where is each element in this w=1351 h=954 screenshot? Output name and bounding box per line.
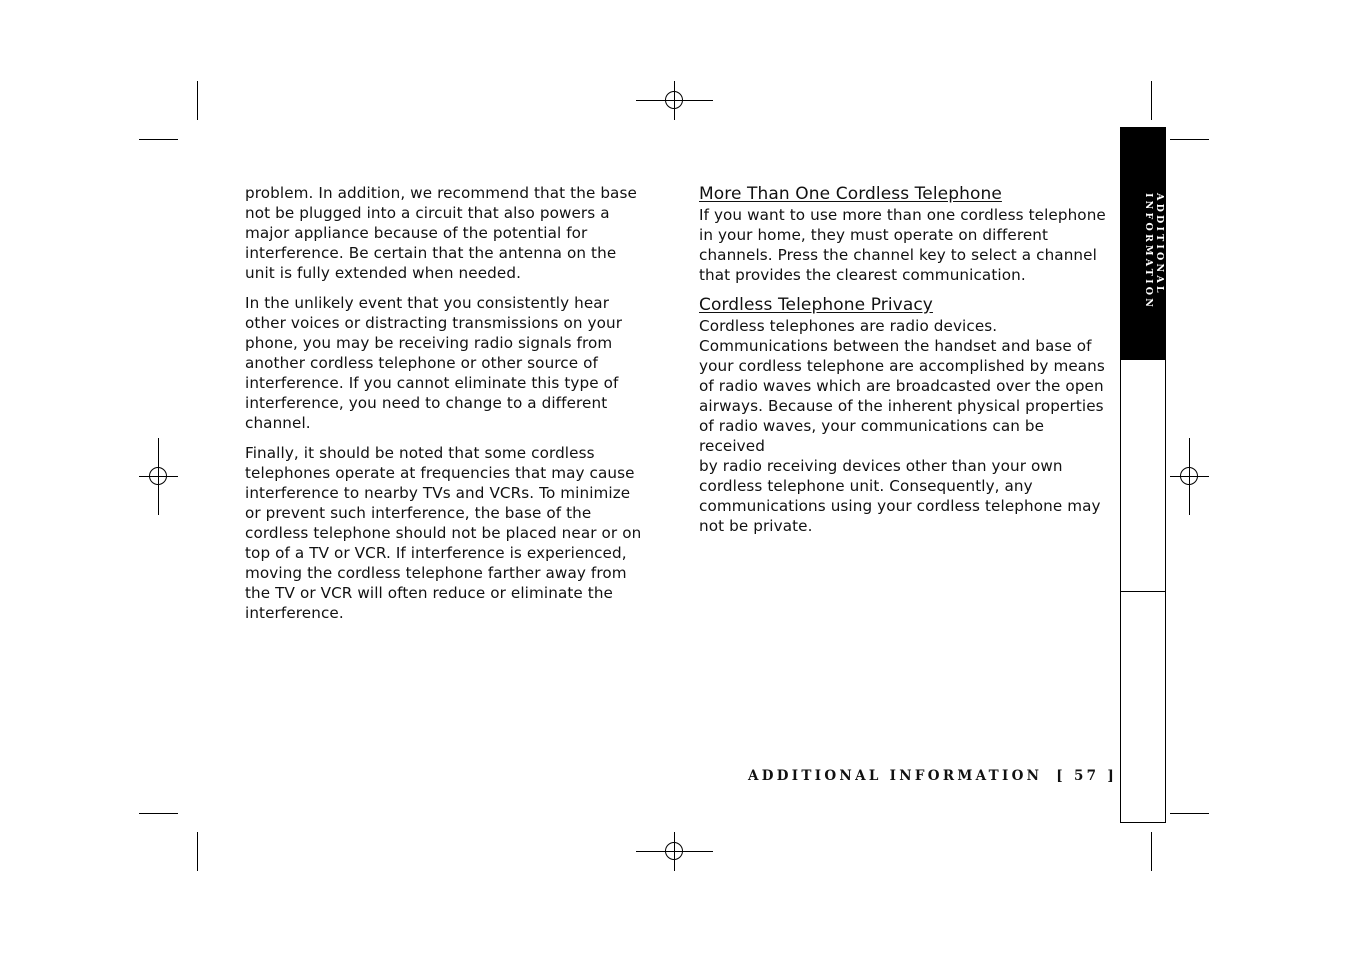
right-text-column <box>699 183 1114 545</box>
registration-circle-icon <box>1180 467 1198 485</box>
registration-circle-icon <box>665 842 683 860</box>
crop-mark <box>1151 832 1152 871</box>
page-footer <box>748 768 1117 784</box>
section-body: If you want to use more than one cordless telephone in your home, they must operate on different channels. Press the channel key to select a channel that provides the clearest communication. <box>699 206 1106 284</box>
body-paragraph: problem. In addition, we recommend that the base not be plugged into a circuit that also powers a major appliance because of the potential for interference. Be certain that the antenna on the unit is fully extended when needed. <box>245 184 637 282</box>
crop-mark <box>1151 81 1152 120</box>
left-text-column <box>245 183 665 633</box>
body-paragraph: Finally, it should be noted that some cordless telephones operate at frequencies that may cause interference to nearby TVs and VCRs. To minimize or prevent such interference, the base of the cordless telephone should not be placed near or on top of a TV or VCR. If interference is experienced, moving the cordless telephone farther away from the TV or VCR will often reduce or eliminate the interference. <box>245 444 642 622</box>
registration-circle-icon <box>665 91 683 109</box>
section-heading: More Than One Cordless Telephone <box>699 184 1002 204</box>
side-tab-label: ADDITIONAL INFORMATION <box>1143 193 1165 311</box>
registration-circle-icon <box>149 467 167 485</box>
crop-mark <box>139 813 178 814</box>
page-number: [ 57 ] <box>1056 768 1118 784</box>
body-paragraph: In the unlikely event that you consistently hear other voices or distracting transmissions on your phone, you may be receiving radio signals from another cordless telephone or other source of interference. If you cannot eliminate this type of interference, you need to change to a different channel. <box>245 294 623 432</box>
crop-mark <box>197 832 198 871</box>
crop-mark <box>1170 139 1209 140</box>
footer-section-title: ADDITIONAL INFORMATION <box>748 768 1043 784</box>
section-privacy <box>699 294 1114 536</box>
side-tab-divider <box>1120 591 1166 592</box>
crop-mark <box>1170 813 1209 814</box>
crop-mark <box>139 139 178 140</box>
section-body: Cordless telephones are radio devices. Communications between the handset and base of your cordless telephone are accomplished by means of radio waves which are broadcasted over the open airways. Because of the inherent physical properties of radio waves, your communications can be received by radio receiving devices other than your own cordless telephone unit. Consequently, any communications using your cordless telephone may not be private. <box>699 317 1105 535</box>
crop-mark <box>197 81 198 120</box>
section-heading: Cordless Telephone Privacy <box>699 295 933 315</box>
section-multiple-phones <box>699 183 1114 285</box>
